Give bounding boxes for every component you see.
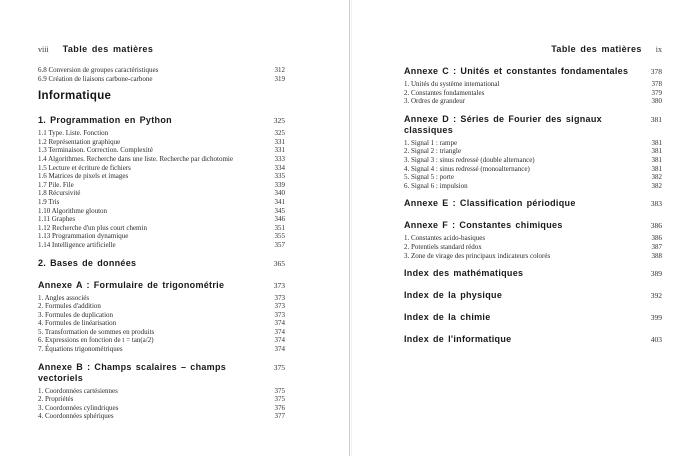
toc-item-page-number: 377 [274,412,285,421]
toc-entry [38,387,285,396]
toc-item-page-number: 386 [650,221,662,231]
toc-item-page-number: 339 [274,180,285,189]
toc-entry [404,173,662,182]
toc-item-label: 4. Coordonnées sphériques [38,412,114,421]
toc-item-page-number: 375 [273,362,285,372]
toc-item-label: 1. Angles associés [38,293,90,302]
toc-item-label: 1.8 Récursivité [38,189,81,198]
toc-item-label: Index des mathématiques [404,268,524,279]
toc-item-page-number: 357 [274,240,285,249]
toc-entry [404,182,662,191]
toc-entry [38,172,285,181]
toc-item-label: 1.7 Pile. File [38,180,74,189]
toc-heading [404,268,662,279]
toc-item-label: 1.12 Recherche d'un plus court chemin [38,223,147,232]
toc-item-page-number: 331 [274,137,285,146]
toc-item-label: 3. Formules de duplication [38,310,114,319]
toc-item-page-number: 392 [650,291,662,301]
toc-item-label: 3. Zone de virage des principaux indicateurs colorés [404,251,551,260]
toc-item-page-number: 374 [274,319,285,328]
toc-item-page-number: 399 [650,313,662,323]
toc-item-label: 6.9 Création de liaisons carbone-carbone [38,74,153,83]
toc-entry [404,243,662,252]
toc-entry [38,294,285,303]
toc-entry [38,412,285,421]
toc-item-label: 2. Potentiels standard rédox [404,242,482,251]
toc-item-label: 1. Programmation en Python [38,115,172,126]
toc-item-label: 2. Formules d'addition [38,302,101,311]
toc-item-page-number: 386 [651,234,662,243]
toc-item-page-number: 388 [651,251,662,260]
toc-entry [38,66,285,75]
toc-item-page-number: 319 [274,74,285,83]
toc-list-right [404,66,662,348]
toc-heading [404,312,662,323]
toc-item-label: 1.5 Lecture et écriture de fichiers [38,163,131,172]
toc-entry [38,302,285,311]
toc-entry [404,234,662,243]
toc-entry [38,75,285,84]
toc-entry [38,319,285,328]
toc-item-label: 2. Signal 2 : triangle [404,147,461,156]
toc-item-page-number: 379 [651,88,662,97]
toc-item-label: 1.11 Graphes [38,215,76,224]
toc-entry [404,165,662,174]
toc-entry [404,156,662,165]
toc-item-page-number: 325 [273,116,285,126]
toc-item-label: 1.2 Représentation graphique [38,137,121,146]
toc-item-label: Annexe C : Unités et constantes fondamentales [404,66,629,76]
toc-item-page-number: 374 [274,327,285,336]
toc-entry [38,146,285,155]
toc-item-page-number: 325 [274,129,285,138]
toc-item-page-number: 375 [274,386,285,395]
toc-item-page-number: 374 [274,336,285,345]
toc-item-page-number: 376 [274,403,285,412]
toc-item-label: 4. Formules de linéarisation [38,319,117,328]
toc-item-page-number: 346 [274,215,285,224]
toc-entry [404,139,662,148]
toc-heading [38,362,285,384]
page-gutter-divider [349,0,350,456]
toc-heading [404,220,662,231]
toc-item-label: 2. Constantes fondamentales [404,88,485,97]
toc-item-label: 1. Coordonnées cartésiennes [38,386,118,395]
toc-heading [404,290,662,301]
toc-item-page-number: 378 [650,67,662,76]
toc-item-page-number: 373 [274,302,285,311]
toc-item-page-number: 381 [651,147,662,156]
toc-item-page-number: 382 [651,181,662,190]
toc-heading [404,334,662,345]
page-header-right [404,44,662,54]
toc-entry [404,97,662,106]
page-header-left [38,44,285,54]
toc-item-label: Index de la physique [404,290,503,301]
folio-number-right: ix [655,45,662,54]
toc-entry [38,181,285,190]
toc-item-page-number: 381 [651,164,662,173]
toc-entry [38,189,285,198]
toc-item-page-number: 389 [650,269,662,279]
toc-item-page-number: 355 [274,232,285,241]
toc-entry [38,404,285,413]
toc-entry [404,89,662,98]
toc-item-page-number: 331 [274,146,285,155]
toc-item-label: 7. Équations trigonométriques [38,345,123,354]
toc-item-label: Annexe A : Formulaire de trigonométrie [38,279,225,290]
toc-entry [38,328,285,337]
toc-item-label: 6. Signal 6 : impulsion [404,181,468,190]
running-title-right: Table des matières [551,44,642,54]
toc-item-page-number: 403 [650,335,662,345]
toc-item-page-number: 381 [651,155,662,164]
toc-item-label: Annexe D : Séries de Fourier des signaux classiques [404,113,602,135]
toc-item-page-number: 383 [650,199,662,209]
folio-number-left: viii [38,45,49,54]
toc-item-label: 5. Signal 5 : porte [404,173,454,182]
toc-heading [38,280,285,291]
toc-list-left [38,66,285,421]
toc-item-page-number: 340 [274,189,285,198]
toc-entry [404,147,662,156]
toc-item-page-number: 335 [274,172,285,181]
toc-item-label: 1.4 Algorithmes. Recherche dans une liste. Recherche par dichotomie [38,154,233,163]
toc-entry [38,224,285,233]
toc-item-label: 1.6 Matrices de pixels et images [38,172,129,181]
page-left [38,44,285,421]
toc-item-page-number: 381 [650,114,662,124]
toc-item-label: Annexe B : Champs scalaires – champs vectoriels [38,361,227,383]
toc-item-label: 1.13 Programmation dynamique [38,232,129,241]
toc-entry [38,241,285,250]
toc-item-page-number: 387 [651,242,662,251]
toc-item-page-number: 382 [651,173,662,182]
toc-item-page-number: 312 [274,66,285,74]
toc-item-label: 1. Unités du système international [404,80,500,88]
toc-item-label: 1. Constantes acido-basiques [404,234,486,243]
toc-entry [404,80,662,89]
toc-item-page-number: 374 [274,345,285,354]
toc-entry [38,207,285,216]
toc-item-label: 4. Signal 4 : sinus redressé (monoalternance) [404,164,530,173]
toc-item-page-number: 351 [274,223,285,232]
toc-heading [404,66,662,77]
toc-item-page-number: 375 [274,395,285,404]
toc-item-page-number: 373 [274,293,285,302]
toc-heading [38,115,285,126]
toc-item-label: 1.10 Algorithme glouton [38,206,108,215]
toc-item-label: 3. Signal 3 : sinus redressé (double alternance) [404,155,535,164]
toc-item-page-number: 373 [273,280,285,290]
toc-entry [38,138,285,147]
toc-entry [38,215,285,224]
toc-item-page-number: 334 [274,163,285,172]
toc-item-label: 1.3 Terminaison. Correction. Complexité [38,146,153,155]
toc-item-label: 1.14 Intelligence artificielle [38,240,116,249]
toc-item-page-number: 365 [273,258,285,268]
toc-entry [38,395,285,404]
page-right [404,44,662,348]
toc-item-page-number: 380 [651,97,662,106]
toc-item-page-number: 333 [274,154,285,163]
toc-item-label: 3. Ordres de grandeur [404,97,466,106]
running-title-left: Table des matières [62,44,154,54]
toc-entry [38,232,285,241]
toc-item-label: 1. Signal 1 : rampe [404,138,458,147]
toc-item-label: Index de la chimie [404,312,491,323]
toc-item-page-number: 378 [651,80,662,88]
toc-item-label: 5. Transformation de sommes en produits [38,327,155,336]
toc-heading [404,114,662,136]
toc-item-label: 1.9 Tris [38,197,60,206]
toc-entry [38,198,285,207]
toc-item-label: 2. Propriétés [38,395,74,404]
toc-entry [38,155,285,164]
toc-item-label: Informatique [38,90,112,103]
toc-item-label: 3. Coordonnées cylindriques [38,403,119,412]
toc-entry [38,129,285,138]
toc-entry [404,252,662,261]
toc-section-title [38,90,285,103]
toc-item-page-number: 345 [274,206,285,215]
toc-item-label: 6. Expressions en fonction de t = tan(a/2) [38,336,154,345]
toc-entry [38,336,285,345]
toc-item-label: Annexe E : Classification périodique [404,198,576,209]
toc-heading [404,198,662,209]
toc-item-label: 1.1 Type. Liste. Fonction [38,129,109,138]
toc-entry [38,345,285,354]
toc-heading [38,258,285,269]
toc-item-page-number: 373 [274,310,285,319]
toc-item-label: 6.8 Conversion de groupes caractéristiques [38,66,159,74]
toc-item-label: Index de l'informatique [404,334,512,345]
toc-item-label: Annexe F : Constantes chimiques [404,220,563,231]
toc-item-label: 2. Bases de données [38,257,137,268]
toc-item-page-number: 341 [274,197,285,206]
toc-entry [38,311,285,320]
toc-entry [38,164,285,173]
toc-item-page-number: 381 [651,138,662,147]
